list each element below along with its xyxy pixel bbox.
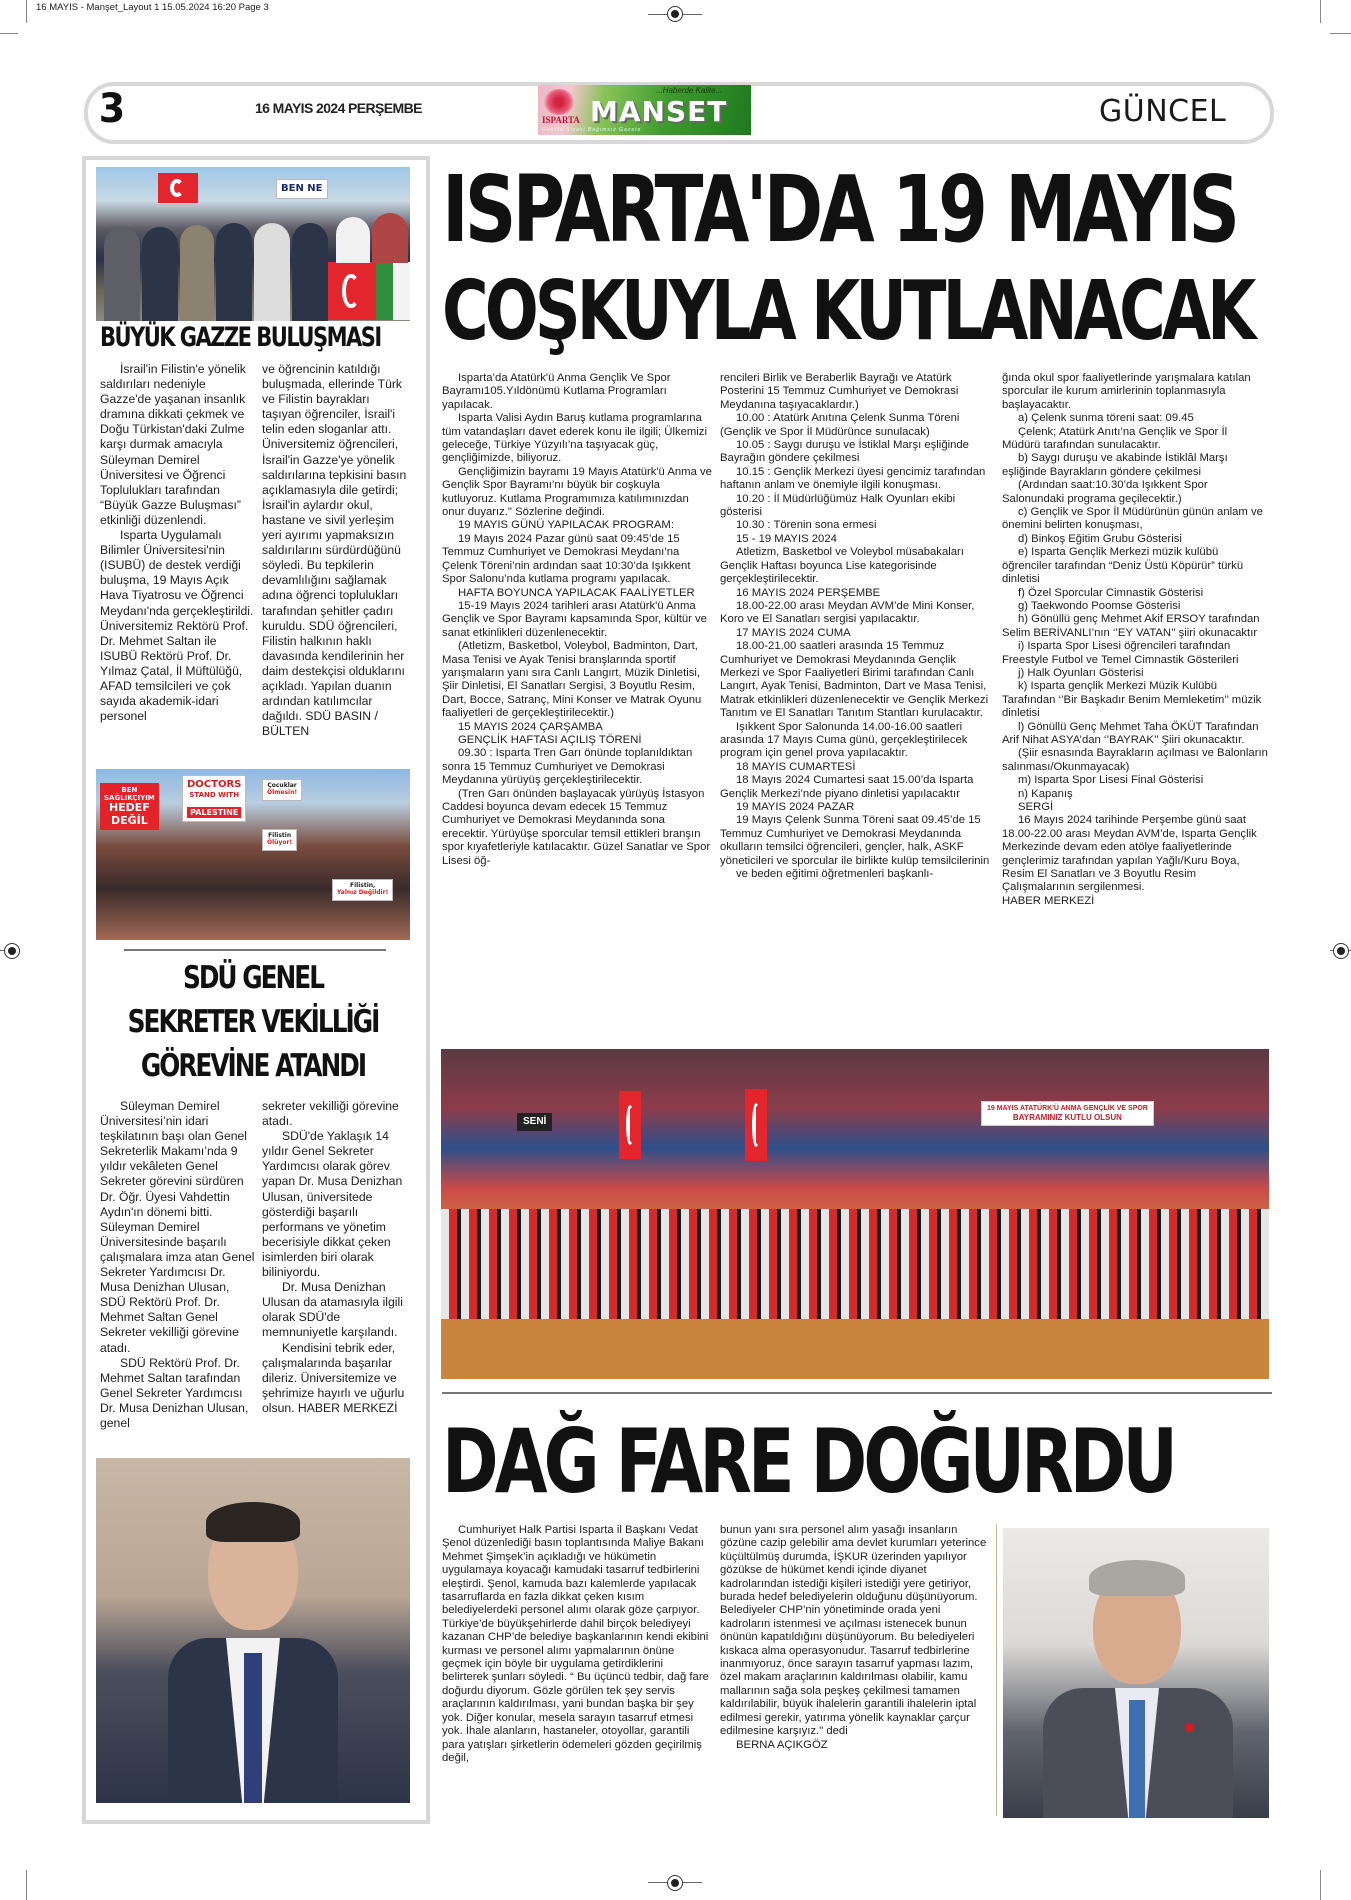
portrait-tie	[244, 1653, 262, 1803]
rose-icon	[544, 89, 574, 115]
crop-mark	[26, 0, 27, 23]
paragraph: k) Isparta gençlik Merkezi Müzik Kulübü Tarafından ‘’Bir Başkadır Benim Memleketim’’ müzik dinletisi	[1002, 680, 1262, 720]
paragraph: 09.30 : Isparta Tren Garı önünde toplanıldıktan sonra 15 Temmuz Cumhuriyet ve Demokrasi Meydanına yürüyüş gerçekleştirilecektir.	[442, 747, 693, 787]
person	[292, 223, 328, 321]
paragraph: ğında okul spor faaliyetlerinde yarışmalara katılan sporcular ile kurum amirlerinin toplanmasıyla başlayacaktır.	[1002, 372, 1251, 411]
headline-line: SEKRETER VEKİLLİĞİ	[127, 1004, 379, 1040]
turkish-flag	[158, 173, 198, 203]
paragraph: e) Isparta Gençlik Merkezi müzik kulübü öğrenciler tarafından “Deniz Üstü Köpürür” türkü dinletisi	[1002, 546, 1244, 586]
paragraph: Atletizm, Basketbol ve Voleybol müsabakaları Gençlik Haftası boyunca Lise kategorisinde gerçekleştirilecektir.	[720, 546, 964, 586]
person	[104, 227, 140, 321]
sign-line: BEN	[121, 786, 138, 794]
paragraph: 10.05 : Saygı duruşu ve İstiklal Marşı eşliğinde Bayrağın göndere çekilmesi	[720, 439, 969, 465]
protest-sign	[262, 829, 297, 851]
page-number: 3	[98, 86, 126, 132]
registration-mark-icon	[667, 6, 683, 22]
photo-banner	[981, 1101, 1154, 1126]
paragraph: g) Taekwondo Poomse Gösterisi	[1018, 599, 1181, 612]
paragraph: 19 MAYIS 2024 PAZAR	[736, 801, 855, 813]
print-slug: 16 MAYIS - Manşet_Layout 1 15.05.2024 16:20 Page 3	[36, 2, 269, 13]
section-title: GÜNCEL	[1099, 94, 1227, 129]
main-article-col2	[720, 372, 992, 881]
sign-line: Filistin	[268, 832, 292, 839]
main-headline-line1: ISPARTA'DA 19 MAYIS	[442, 156, 1237, 263]
dag-article-col2	[720, 1524, 992, 1752]
sign-line: PALESTINE	[187, 807, 241, 818]
paragraph: (Atletizm, Basketbol, Voleybol, Badminton, Dart, Masa Tenisi ve Ayak Tenisi branşlarında sportif yarışmaların yanı sıra Canlı Langırt, Müzik Dinletisi, Şiir Dinletisi, El Sanatları Sergisi, 3 Boyutlu Resim, Dart, Bocce, Satranç, Mini Konser ve Matrak Oyunu faaliyetleri de gerçekleştirilecektir.)	[442, 640, 702, 720]
paragraph: SDÜ Rektörü Prof. Dr. Mehmet Saltan tarafından Genel Sekreter Yardımcısı Dr. Musa Denizhan Ulusan, genel	[100, 1355, 249, 1430]
sign-line: SAĞLIKÇIYIM	[104, 794, 155, 803]
person	[254, 223, 290, 321]
paragraph: Süleyman Demirel Üniversitesi’nin idari teşkilatının başı olan Genel Sekreterlik Makamı’nda 9 yıldır vekâleten Genel Sekreter görevini sürdüren Dr. Öğr. Üyesi Vahdettin Aydın'ın dönemi bitti. Süleyman Demirel Üniversitesinde başarılı çalışmalara imza atan Genel Sekreter Yardımcısı Dr. Musa Denizhan Ulusan, SDÜ Rektörü Prof. Dr. Mehmet Saltan Genel Sekreter vekilliği görevine atadı.	[100, 1099, 255, 1355]
protest-photo	[96, 769, 410, 940]
sign-line: Ölüyor!	[267, 838, 293, 846]
paragraph: ve öğrencinin katıldığı buluşmada, ellerinde Türk ve Filistin bayrakları taşıyan öğrenciler, İsrail'i telin eden sloganlar attı. Üniversitemiz öğrencileri, İsrail'in Gazze'ye yönelik saldırılarına tepkisini basın açıklamasıyla dile getirdi; İsrail'in aylardır okul, hastane ve sivil yerleşim yeri ayırımı yapmaksızın saldırılarını sürdürdüğünü söyledi. Bu tepkilerin devamlılığını sağlamak adına öğrenci toplulukları tarafından şehitler çadırı kuruldu. SDÜ öğrencileri, Filistin halkının haklı davasında kendilerinin her daim destekçisi olduklarını açıkladı. Yapılan duanın ardından katılımcılar dağıldı. SDÜ BASIN / BÜLTEN	[262, 362, 407, 739]
paragraph: f) Özel Sporcular Cimnastik Gösterisi	[1018, 586, 1204, 599]
paragraph: m) Isparta Spor Lisesi Final Gösterisi	[1018, 774, 1204, 787]
paragraph: Çelenk; Atatürk Anıtı’na Gençlik ve Spor İl Müdürü tarafından sunulacaktır.	[1002, 425, 1228, 452]
portrait-tie	[1129, 1700, 1145, 1818]
paragraph: sekreter vekilliği görevine atadı.	[262, 1099, 399, 1129]
paragraph: Gençliğimizin bayramı 19 Mayıs Atatürk'ü Anma ve Gençlik Spor Bayramı’nı büyük bir coşkuyla kutluyoruz. Kutlama Programımıza katılımınızdan onur duyarız." Sözlerine değindi.	[442, 465, 712, 519]
court-floor	[441, 1319, 1269, 1379]
sign-line: HEDEF	[108, 801, 150, 815]
person	[372, 213, 408, 263]
paragraph: l) Gönüllü Genç Mehmet Taha ÖKÜT Tarafından Arif Nihat ASYA’dan ‘’BAYRAK’’ Şiiri okunacaktır.	[1002, 720, 1259, 746]
paragraph: 17 MAYIS 2024 CUMA	[736, 626, 851, 639]
divider	[442, 1392, 1272, 1394]
paragraph: rencileri Birlik ve Beraberlik Bayrağı ve Atatürk Posterini 15 Temmuz Cumhuriyet ve Demokrasi Meydanına taşıyacaklardır.)	[720, 372, 959, 411]
banner-line: BAYRAMINIZ KUTLU OLSUN	[1012, 1113, 1122, 1122]
crowd	[441, 1209, 1269, 1319]
paragraph: 19 MAYIS GÜNÜ YAPILACAK PROGRAM:	[458, 519, 674, 532]
logo-city: ISPARTA	[542, 115, 580, 125]
sign-line: STAND WITH	[189, 790, 240, 799]
headline-line: GÖREVİNE ATANDI	[140, 1048, 366, 1084]
paragraph: (Şiir esnasında Bayrakların açılması ve Balonların salınması/Okunmayacak)	[1002, 747, 1268, 773]
paragraph: 18 Mayıs 2024 Cumartesi saat 15.00’da Isparta Gençlik Merkezi’nde piyano dinletisi yapılacaktır	[720, 774, 974, 800]
main-article-col3	[1002, 372, 1268, 908]
crop-mark	[1320, 0, 1321, 23]
issue-date: 16 MAYIS 2024 PERŞEMBE	[255, 100, 422, 116]
portrait-hair	[206, 1502, 300, 1542]
divider	[124, 949, 386, 951]
person	[180, 225, 214, 321]
paragraph: Cumhuriyet Halk Partisi Isparta il Başkanı Vedat Şenol düzenlediği basın toplantısında Maliye Bakanı Mehmet Şimşek’in açıkladığı ve hükümetin uygulamaya koyacağı kamudaki tasarruf tedbirlerini eleştirdi. Şenol, kamuda bazı kalemlerde yapılacak tasarruflarda en fazla dikkat çeken kısım belediyelerdeki personel alımı olarak göze çarpıyor. Türkiye’de büyükşehirlerde dahil birçok belediyeyi kazanan CHP’de belediye başkanlarının kendi ekibini kurması ve personel alımı yapmalarının önüne geçmek için böyle bir uygulama getirdiklerini belirterek şunları söyledi. “ Bu üçüncü tedbir, dağ fare doğurdu diyorum. Gözle görülen tek şey servis araçlarının kaldırılması, yani bundan başka bir şey yok. Diğer konular, mesela sarayın tasarruf etmesi yok. İhale alanların, hastaneler, otoyollar, garantili para yatışları şirketlerin ödemeleri gözden geçirilmiş değil,	[442, 1524, 709, 1764]
sports-hall-photo	[441, 1049, 1269, 1379]
turkish-flag	[745, 1089, 767, 1161]
sign-line: Ölmesin!	[267, 788, 298, 796]
paragraph: Işıkkent Spor Salonunda 14.00-16.00 saatleri arasında 17 Mayıs Cuma günü, gerçekleştirilecek program için genel prova yapılacaktır.	[720, 720, 968, 760]
paragraph: GENÇLİK HAFTASI AÇILIŞ TÖRENİ	[458, 733, 642, 746]
paragraph: d) Binkoş Eğitim Grubu Gösterisi	[1018, 532, 1182, 545]
column-divider	[996, 1524, 997, 1816]
photo-banner: SENİ	[517, 1113, 552, 1131]
senol-portrait	[1003, 1528, 1269, 1818]
sdu-headline	[96, 956, 410, 1088]
registration-mark-icon	[4, 943, 20, 959]
protest-sign-doctors	[182, 775, 246, 822]
paragraph: c) Gençlik ve Spor İl Müdürünün günün anlam ve önemini belirten konuşması,	[1002, 506, 1263, 532]
person	[142, 227, 178, 321]
sdu-article-col2	[262, 1099, 412, 1416]
paragraph: 10.20 : İl Müdürlüğümüz Halk Oyunları ekibi gösterisi	[720, 492, 956, 519]
paragraph: i) Isparta Spor Lisesi öğrencileri tarafından Freestyle Futbol ve Temel Cimnastik Gösterileri	[1002, 640, 1239, 666]
paragraph: Dr. Musa Denizhan Ulusan da atamasıyla ilgili olarak SDÜ'de memnuniyetle karşılandı.	[262, 1280, 403, 1340]
logo-tagline: Günlük Siyasi Bağımsız Gazete	[542, 127, 642, 133]
crop-mark	[0, 33, 18, 34]
turkish-flag	[619, 1091, 641, 1159]
person	[216, 223, 252, 321]
paragraph: (Ardından saat:10.30’da Işıkkent Spor Salonundaki programa geçilecektir.)	[1002, 479, 1208, 505]
paragraph: h) Gönüllü genç Mehmet Akif ERSOY tarafından Selim BERİVANLI’nın ‘’EY VATAN’’ şiiri okunacaktır	[1002, 613, 1260, 639]
crop-mark	[1330, 33, 1351, 34]
paragraph: j) Halk Oyunları Gösterisi	[1018, 666, 1144, 679]
dag-article-col1	[442, 1524, 712, 1765]
sign-line: Çocuklar	[267, 782, 297, 789]
sign-line: Yalnız Değildir!	[337, 888, 389, 896]
logo-name: MANSET	[590, 95, 728, 128]
paragraph: 19 Mayıs 2024 Pazar günü saat 09:45’de 15 Temmuz Cumhuriyet ve Demokrasi Meydanı’na Çelenk Töreni’nin ardından saat 10:30’da Işıkkent Spor Salonu’nda kutlama programı yapılacak.	[442, 532, 691, 586]
party-pin-icon	[1185, 1724, 1193, 1732]
gaza-article-col1	[100, 362, 255, 724]
paragraph: HABER MERKEZİ	[1002, 894, 1095, 907]
sign-line: DOCTORS	[187, 779, 242, 790]
crop-mark	[26, 1870, 27, 1900]
portrait-hair	[1089, 1560, 1185, 1596]
paragraph: 16 Mayıs 2024 tarihinde Perşembe günü saat 18.00-22.00 arası Meydan AVM’de, Isparta Gençlik Merkezinde devam eden atölye faaliyetlerinde gençlerimiz tarafından yapılan Yağlı/Kuru Boya, Resim El Sanatları ve 3 Boyutlu Resim Çalışmalarının sergilenmesi.	[1002, 814, 1257, 894]
paragraph: 16 MAYIS 2024 PERŞEMBE	[736, 586, 881, 599]
protest-sign	[262, 779, 302, 801]
logo-slogan: ...Haberde Kalite...	[656, 86, 723, 95]
paragraph: (Tren Garı önünden başlayacak yürüyüş İstasyon Caddesi boyunca devam edecek 15 Temmuz Cumhuriyet ve Demokrasi Meydanında sona erecektir. Yürüyüşe sporcular temsil ettikleri branşın spor kıyafetleriyle katılacaktır. Güzel Sanatlar ve Spor Lisesi öğ-	[442, 787, 711, 867]
headline-line: SDÜ GENEL	[182, 960, 324, 996]
paragraph: SERGİ	[1018, 801, 1054, 813]
paragraph: 15 - 19 MAYIS 2024	[736, 532, 837, 545]
paragraph: 10.00 : Atatürk Anıtına Çelenk Sunma Töreni (Gençlik ve Spor İl Müdürünce sunulacak)	[720, 412, 960, 438]
paragraph: SDÜ'de Yaklaşık 14 yıldır Genel Sekreter Yardımcısı olarak görev yapan Dr. Musa Denizhan Ulusan, üniversitede gösterdiği başarılı performans ve yönetim becerisiyle dikkat çeken isimlerden biri olarak biliniyordu.	[262, 1129, 403, 1280]
turkish-flag	[328, 262, 376, 320]
crop-mark	[1320, 1870, 1321, 1900]
paragraph: a) Çelenk sunma töreni saat: 09.45	[1018, 412, 1194, 425]
dag-headline: DAĞ FARE DOĞURDU	[442, 1410, 1174, 1513]
paragraph: Isparta’da Atatürk'ü Anma Gençlik Ve Spor Bayramı105.Yıldönümü Kutlama Programları yapılacak.	[442, 372, 671, 411]
protest-sign-left	[100, 783, 159, 830]
paragraph: 15-19 Mayıs 2024 tarihleri arası Atatürk'ü Anma Gençlik ve Spor Bayramı kapsamında Spor, kültür ve sanat etkinlikleri düzenlenecektir.	[442, 599, 707, 639]
registration-mark-icon	[667, 1875, 683, 1891]
paragraph: 10.30 : Törenin sona ermesi	[736, 519, 877, 532]
paragraph: 18.00-22.00 arası Meydan AVM’de Mini Konser, Koro ve El Sanatları sergisi yapılacaktır.	[720, 599, 975, 626]
ulusan-portrait	[96, 1458, 410, 1803]
paragraph: 18.00-21.00 saatleri arasında 15 Temmuz Cumhuriyet ve Demokrasi Meydanında Gençlik Merkezi ve Spor Faaliyetleri Birimi tarafından Canlı Langırt, Ayak Tenisi, Badminton, Dart ve Masa Tenisi, Matrak etkinlikleri düzenlenecektir ve Gençlik Merkezi Tanıtım ve El Sanatları Tanıtım Stantları kurulacaktır.	[720, 640, 989, 720]
paragraph: 18 MAYIS CUMARTESİ	[736, 760, 856, 773]
paragraph: n) Kapanış	[1018, 787, 1073, 800]
paragraph: Kendisini tebrik eder, çalışmalarında başarılar dileriz. Üniversitemize ve şehrimize hayırlı ve uğurlu olsun. HABER MERKEZİ	[262, 1340, 405, 1415]
photo-sign: BEN NE	[276, 179, 328, 199]
byline: BERNA AÇIKGÖZ	[736, 1738, 828, 1751]
paragraph: b) Saygı duruşu ve akabinde İstiklâl Marşı eşliğinde Bayrakların göndere çekilmesi	[1002, 452, 1228, 478]
paragraph: İsrail'in Filistin'e yönelik saldırıları nedeniyle Gazze'de yaşanan insanlık dramına dikkati çekmek ve Doğu Türkistan'daki Zulme karşı durmak amacıyla Süleyman Demirel Üniversitesi ve Öğrenci Toplulukları tarafından “Büyük Gazze Buluşması” etkinliği düzenlendi.	[100, 362, 246, 527]
sign-line: DEĞİL	[110, 813, 148, 827]
newspaper-logo	[538, 85, 751, 135]
main-headline-line2: COŞKUYLA KUTLANACAK	[442, 264, 1253, 359]
sdu-article-col1	[100, 1099, 258, 1431]
paragraph: ve beden eğitimi öğretmenleri başkanlı-	[736, 868, 934, 881]
paragraph: Isparta Uygulamalı Bilimler Üniversitesi'nin (ISUBÜ) de destek verdiği buluşma, 19 Mayıs Açık Hava Tiyatrosu ve Öğrenci Meydanı'nda gerçekleştirildi. Üniversitemiz Rektörü Prof. Dr. Mehmet Saltan ile ISUBÜ Rektörü Prof. Dr. Yılmaz Çatal, İl Müftülüğü, AFAD temsilcileri ve çok sayıda akademik-idari personel	[100, 528, 254, 724]
banner-line: 19 MAYIS ATATÜRK'Ü ANMA GENÇLİK VE SPOR	[987, 1105, 1148, 1112]
paragraph: 15 MAYIS 2024 ÇARŞAMBA	[458, 720, 603, 733]
paragraph: 19 Mayıs Çelenk Sunma Töreni saat 09.45’de 15 Temmuz Cumhuriyet ve Demokrasi Meydanında okulların temsilci öğrencileri, gençler, halk, ASKF yöneticileri ve sporcular ile birlikte kulüp temsilcilerinin	[720, 814, 990, 867]
palestine-flag	[376, 262, 410, 320]
sign-line: Filistin,	[350, 882, 376, 889]
gaza-article-col2	[262, 362, 410, 739]
registration-mark-icon	[1333, 943, 1349, 959]
paragraph: bunun yanı sıra personel alım yasağı insanların gözüne cazip gelebilir ama devlet kurumları yeterince küçültülmüş durumda, İŞKUR üzerinden yapılıyor gözükse de hükümet kendi içinde diyanet kadrolarından istediği kişileri istediği yere getiriyor, burada hedef belediyelerin olduğunu düşünüyorum. Belediyeler CHP’nin yönetiminde orada yeni kadroların istenmesi ve açılması istenecek bunun önünün kapatıldığını düşünüyorum. Bu belediyeleri kıskaca alma operasyonudur. Tasarruf tedbirlerine inanmıyoruz, önce sarayın tasarruf yapması lazım, özel makam araçlarının kaldırılması olabilir, kamu mallarının sağa sola peşkeş çekilmesi tamamen kaldırılabilir, büyük ihalelerin garantili ihalelerin iptal edilmesi gerekir, yatırıma yönelik kaynaklar çarçur edilmesine karşıyız." dedi	[720, 1524, 987, 1738]
gaza-meeting-photo	[96, 167, 410, 321]
paragraph: Isparta Valisi Aydın Baruş kutlama programlarına tüm vatandaşları davet ederek konu ile ilgili; Ülkemizi geleceğe, Türkiye Yüzyılı’na taşıyacak güç, gençliğimizde, biliyoruz.	[442, 412, 707, 465]
person	[336, 217, 370, 263]
main-article-col1	[442, 372, 712, 868]
gaza-headline: BÜYÜK GAZZE BULUŞMASI	[100, 322, 381, 353]
protest-sign	[332, 879, 393, 901]
paragraph: 10.15 : Gençlik Merkezi üyesi gencimiz tarafından haftanın anlam ve önemiyle ilgili konuşması.	[720, 465, 986, 492]
paragraph: HAFTA BOYUNCA YAPILACAK FAALİYETLER	[458, 586, 695, 599]
